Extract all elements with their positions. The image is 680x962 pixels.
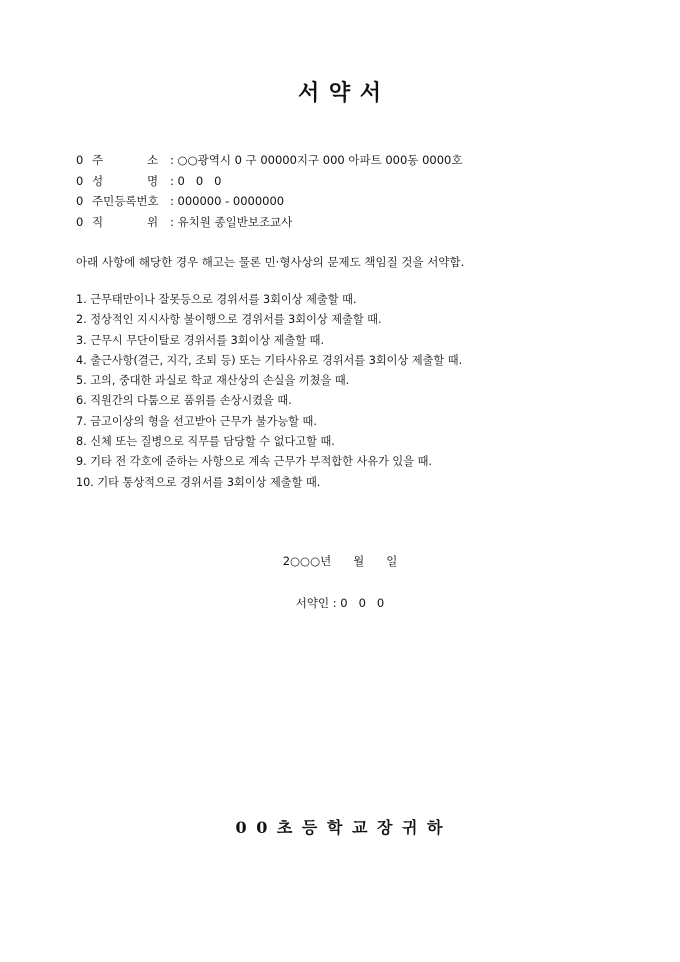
list-item: 1. 근무태만이나 잘못등으로 경위서를 3회이상 제출할 때. xyxy=(76,293,357,306)
list-item: 6. 직원간의 다툼으로 품위를 손상시켰을 때. xyxy=(76,394,292,408)
info-value-resident-number: : 000000 - 0000000 xyxy=(170,194,285,208)
document-title: 서 약 서 xyxy=(297,80,383,106)
list-item: 10. 기타 통상적으로 경위서를 3회이상 제출할 때. xyxy=(76,475,321,489)
info-label-address: 주 소 xyxy=(92,153,159,167)
signer-line: 서약인 : 0 0 0 xyxy=(295,596,385,610)
date-line: 2○○○년 월 일 xyxy=(282,554,398,568)
list-item: 7. 금고이상의 형을 선고받아 근무가 불가능할 때. xyxy=(76,414,317,428)
pledge-statement: 아래 사항에 해당한 경우 해고는 물론 민·형사상의 문제도 책임질 것을 서약함. xyxy=(76,255,465,269)
info-bullet: 0 xyxy=(76,194,84,208)
list-item: 4. 출근사항(결근, 지각, 조퇴 등) 또는 기타사유로 경위서를 3회이상 제출할 때. xyxy=(76,353,463,367)
info-label-position: 직 위 xyxy=(92,214,159,229)
list-item: 3. 근무시 무단이탈로 경위서를 3회이상 제출할 때. xyxy=(76,333,325,347)
info-label-name: 성 명 xyxy=(92,173,159,188)
info-value-name: : 0 0 0 xyxy=(170,173,222,188)
dismissal-conditions-list xyxy=(76,292,462,495)
list-item: 2. 정상적인 지시사항 불이행으로 경위서를 3회이상 제출할 때. xyxy=(76,313,382,327)
list-item: 9. 기타 전 각호에 준하는 사항으로 계속 근무가 부적합한 사유가 있을 때. xyxy=(76,455,432,469)
info-value-address: : ○○광역시 0 구 00000지구 000 아파트 000동 0000호 xyxy=(170,153,463,167)
info-bullet: 0 xyxy=(76,153,84,167)
list-item: 8. 신체 또는 질병으로 직무를 담당할 수 없다고할 때. xyxy=(76,435,335,449)
list-item: 5. 고의, 중대한 과실로 학교 재산상의 손실을 끼쳤을 때. xyxy=(76,374,350,388)
info-value-position: : 유치원 종일반보조교사 xyxy=(170,214,293,229)
addressee: 0 0 초 등 학 교 장 귀 하 xyxy=(235,818,445,837)
info-bullet: 0 xyxy=(76,173,84,188)
info-label-resident-number: 주민등록번호 xyxy=(92,194,159,208)
info-bullet: 0 xyxy=(76,214,84,229)
